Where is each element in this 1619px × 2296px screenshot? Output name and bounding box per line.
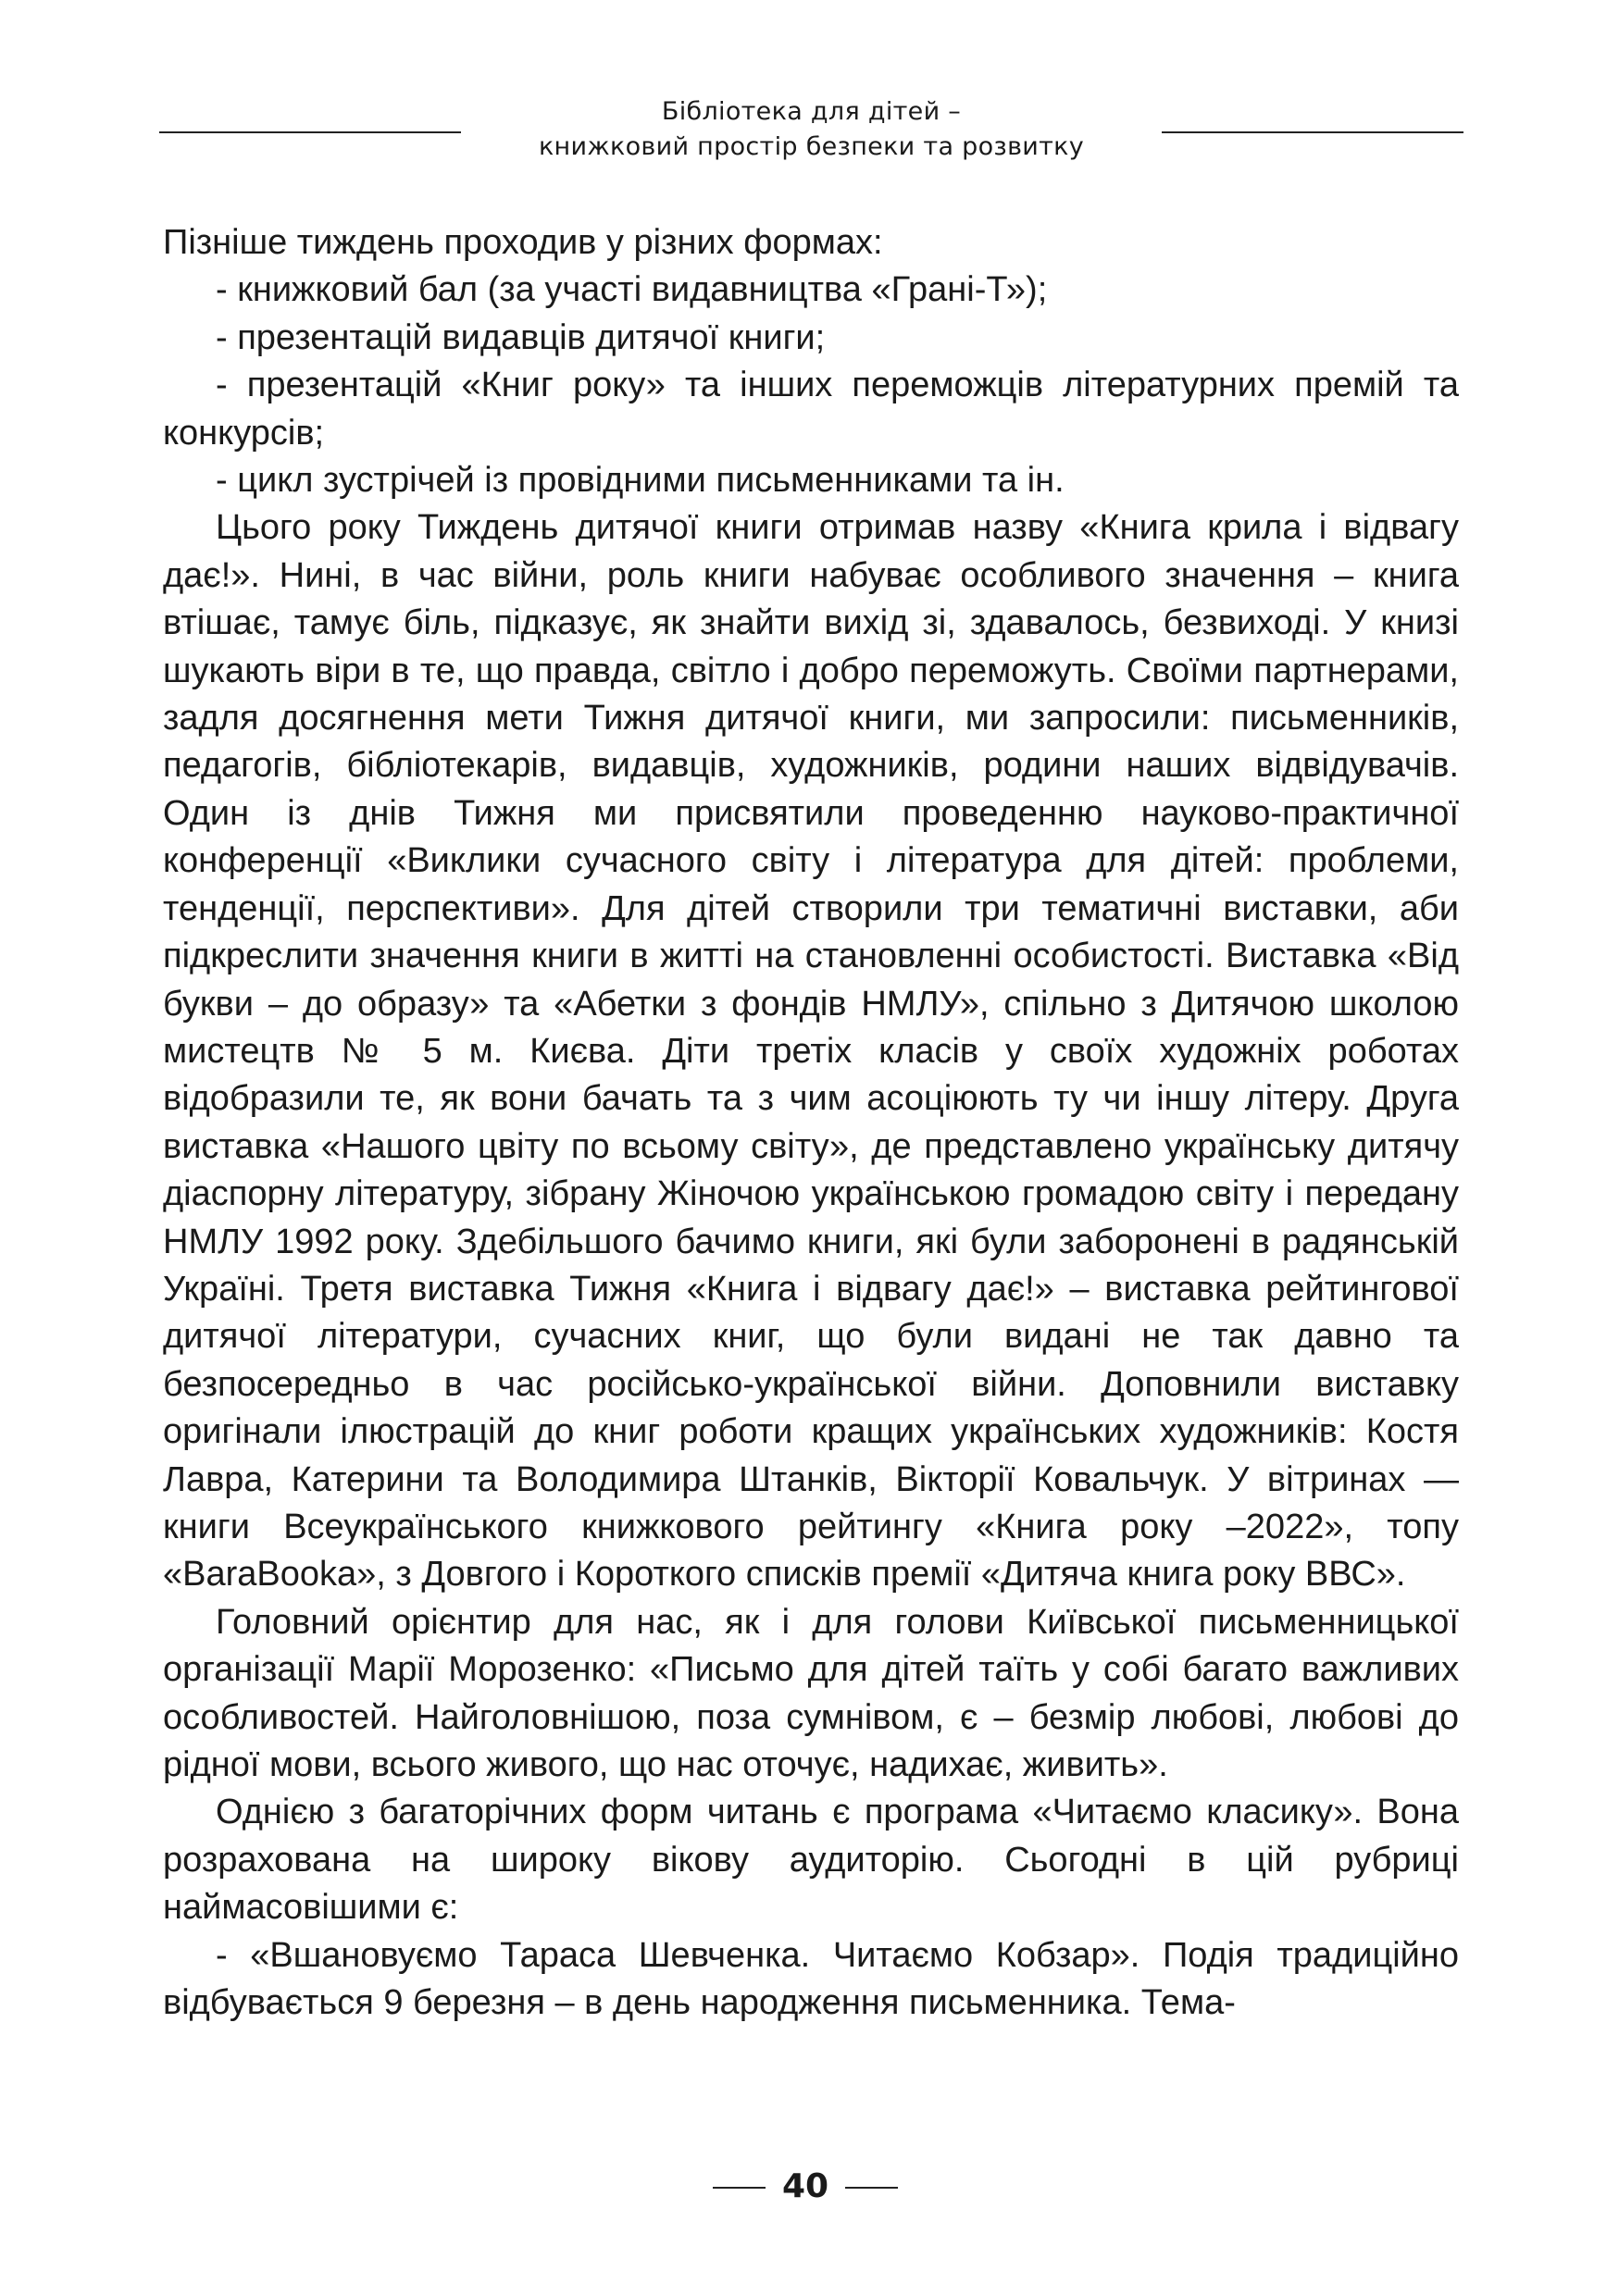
page-footer [0, 2162, 1619, 2217]
page-number: 40 [781, 2167, 829, 2205]
body-text [163, 219, 1459, 2027]
running-header-title [461, 94, 1162, 165]
paragraph-guideline: Головний орієнтир для нас, як і для голови Київської письменницької організації Марії Морозенко: «Письмо для дітей таїть у собі багато важливих особливостей. Найголовнішою, поза сумнівом, є – безмір любові, любові до рідної мови, всього живого, що нас оточує, надихає, живить». [163, 1602, 1459, 1784]
list-item-books-of-year: - презентацій «Книг року» та інших переможців літературних премій та конкурсів; [163, 366, 1459, 453]
paragraph: Пізніше тиждень проходив у різних формах: [163, 223, 883, 262]
paragraph-book-week: Цього року Тиждень дитячої книги отримав назву «Книга крила і відвагу дає!». Нині, в час війни, роль книги набуває особливого значення – книга втішає, тамує біль, підказує, як знайти вихід зі, здавалось, безвиході. У книзі шукають віри в те, що правда, світло і добро переможуть. Своїми партнерами, задля досягнення мети Тижня дитячої книги, ми запросили: письменників, педагогів, бібліотекарів, видавців, художників, родини наших відвідувачів. Один із днів Тижня ми присвятили проведенню науково-практичної конференції «Виклики сучасного світу і література для дітей: проблеми, тенденції, перспективи». Для дітей створили три тематичні виставки, аби підкреслити значення книги в житті на становленні особистості. Виставка «Від букви – до образу» та «Абетки з фондів НМЛУ», спільно з Дитячою школою мистецтв № 5 м. Києва. Діти третіх класів у своїх художніх роботах відобразили те, як вони бачать та з чим асоціюють ту чи іншу літеру. Друга виставка «Нашого цвіту по всьому світу», де представлено українську дитячу діаспорну літературу, зібрану Жіночою українською громадою світу і передану НМЛУ 1992 року. Здебільшого бачимо книги, які були заборонені в радянській Україні. Третя виставка Тижня «Книга і відвагу дає!» – виставка рейтингової дитячої літератури, сучасних книг, що були видані не так давно та безпосередньо в час російсько-української війни. Доповнили виставку оригінали ілюстрацій до книг роботи кращих українських художників: Костя Лавра, Катерини та Володимира Штанків, Вікторії Ковальчук. У вітринах — книги Всеукраїнського книжкового рейтингу «Книга року –2022», топу «BaraBooka», з Довгого і Короткого списків премії «Дитяча книга року ВВС». [163, 508, 1459, 1595]
running-header [0, 91, 1619, 174]
running-header-line-2: книжковий простір безпеки та розвитку [538, 132, 1085, 161]
footer-rule-right [845, 2187, 898, 2189]
list-item-meetings: - цикл зустрічей із провідними письменниками та ін. [216, 461, 1065, 501]
header-rule-left [159, 131, 461, 133]
list-item-publishers: - презентацій видавців дитячої книги; [216, 317, 826, 357]
running-header-line-1: Бібліотека для дітей – [661, 97, 962, 126]
list-item-shevchenko: - «Вшановуємо Тараса Шевченка. Читаємо Кобзар». Подія традиційно відбувається 9 березня – в день народження письменника. Тема- [163, 1935, 1459, 2023]
list-item-book-ball: - книжковий бал (за участі видавництва «Грані-Т»); [216, 270, 1048, 310]
footer-rule-left [713, 2187, 766, 2189]
header-rule-right [1162, 131, 1463, 133]
paragraph-read-classics: Однією з багаторічних форм читань є програма «Читаємо класику». Вона розрахована на широку вікову аудиторію. Сьогодні в цій рубриці наймасовішими є: [163, 1793, 1459, 1928]
